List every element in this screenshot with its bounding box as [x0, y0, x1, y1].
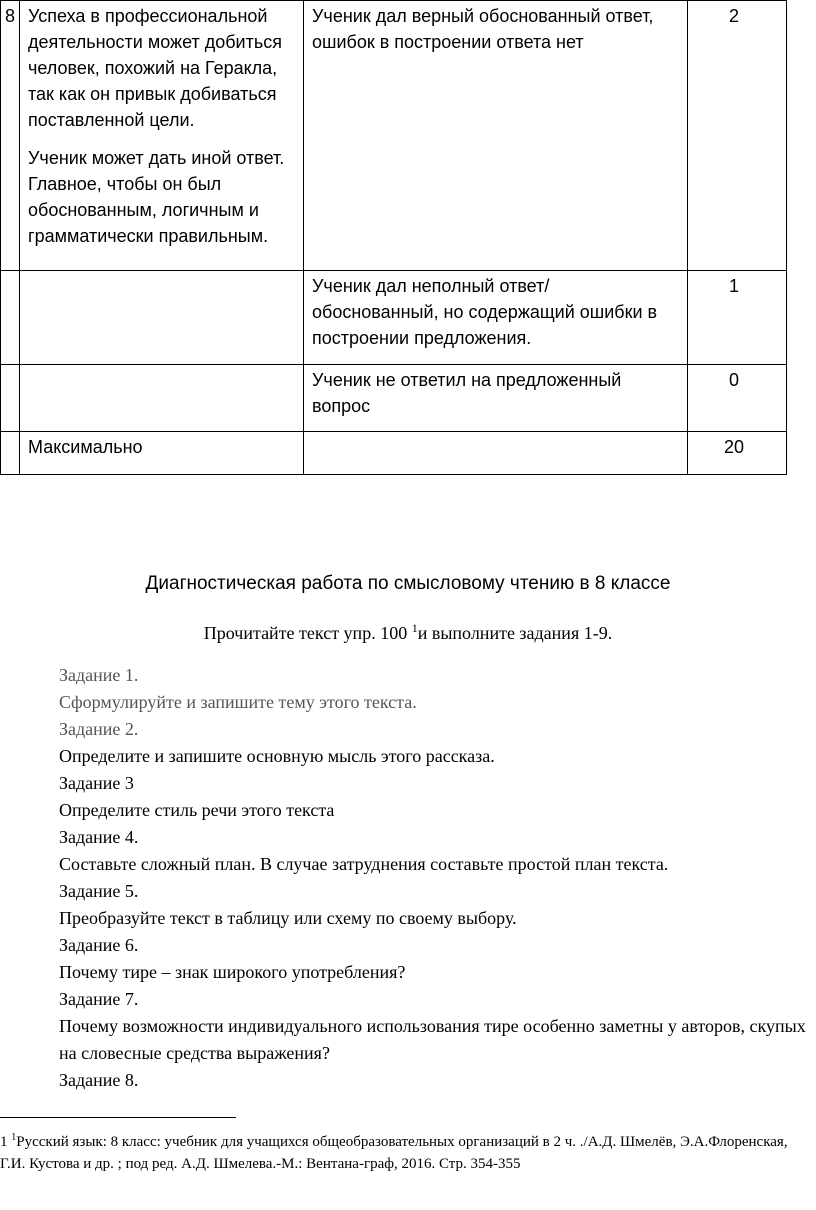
score-cell: 0 — [688, 365, 787, 432]
footnote-marker-sup: 1 — [11, 1132, 17, 1143]
model-answer-cell — [20, 271, 304, 365]
task-number-cell: 8 — [1, 1, 20, 271]
footnote-divider — [0, 1117, 236, 1118]
criterion-cell: Ученик дал неполный ответ/ обоснованный, но содержащий ошибки в построении предложения. — [304, 271, 688, 365]
task-heading: Задание 3 — [59, 773, 134, 793]
table-row — [1, 1, 787, 271]
table-row — [1, 365, 787, 432]
task-text: Сформулируйте и запишите тему этого текста. — [59, 692, 417, 712]
task-heading: Задание 6. — [59, 935, 139, 955]
model-answer-cell — [20, 1, 304, 271]
criterion-cell: Ученик не ответил на предложенный вопрос — [304, 365, 688, 432]
task-heading: Задание 5. — [59, 881, 139, 901]
max-label-cell: Максимально — [20, 432, 304, 475]
evaluation-table — [0, 0, 787, 475]
instruction-text: Прочитайте текст упр. 100 — [203, 623, 412, 643]
model-answer-text: Успеха в профессиональной деятельности может добиться человек, похожий на Геракла, так как он привык добиваться поставленной цели. — [28, 6, 282, 130]
task-text: Преобразуйте текст в таблицу или схему по своему выбору. — [59, 908, 517, 928]
footnote-reference[interactable]: 1 — [411, 621, 418, 635]
criterion-cell: Ученик дал верный обоснованный ответ, ошибок в построении ответа нет — [304, 1, 688, 271]
table-row — [1, 271, 787, 365]
page-title: Диагностическая работа по смысловому чтению в 8 классе — [145, 573, 671, 594]
task-number-cell — [1, 365, 20, 432]
task-text: Почему тире – знак широкого употребления? — [59, 962, 406, 982]
footnote — [0, 1127, 816, 1175]
max-score-cell: 20 — [688, 432, 787, 475]
task-text: Составьте сложный план. В случае затруднения составьте простой план текста. — [59, 854, 669, 874]
table-row — [1, 432, 787, 475]
task-heading: Задание 1. — [59, 665, 139, 685]
task-number-cell — [1, 432, 20, 475]
task-text: Почему возможности индивидуального использования тире особенно заметны у авторов, скупых на словесные средства выражения? — [59, 1016, 806, 1063]
criterion-cell — [304, 432, 688, 475]
footnote-text: Русский язык: 8 класс: учебник для учащихся общеобразовательных организаций в 2 ч. ./А.Д. Шмелёв, Э.А.Флоренская, Г.И. Кустова и др. ; под ред. А.Д. Шмелева.-М.: Вентана-граф, 2016. Стр. 354-355 — [0, 1134, 788, 1172]
task-text: Определите стиль речи этого текста — [59, 800, 335, 820]
task-text: Определите и запишите основную мысль этого рассказа. — [59, 746, 495, 766]
instruction-text-end: и выполните задания 1-9. — [417, 623, 613, 643]
task-number-cell — [1, 271, 20, 365]
task-list — [59, 662, 816, 1094]
task-heading: Задание 2. — [59, 719, 139, 739]
instruction-line — [0, 621, 816, 644]
task-heading: Задание 7. — [59, 989, 139, 1009]
task-heading: Задание 8. — [59, 1070, 139, 1090]
score-cell: 2 — [688, 1, 787, 271]
task-heading: Задание 4. — [59, 827, 139, 847]
score-cell: 1 — [688, 271, 787, 365]
footnote-marker: 1 — [0, 1134, 8, 1150]
model-answer-cell — [20, 365, 304, 432]
model-answer-note: Ученик может дать иной ответ. Главное, чтобы он был обоснованным, логичным и грамматически правильным. — [28, 148, 285, 246]
